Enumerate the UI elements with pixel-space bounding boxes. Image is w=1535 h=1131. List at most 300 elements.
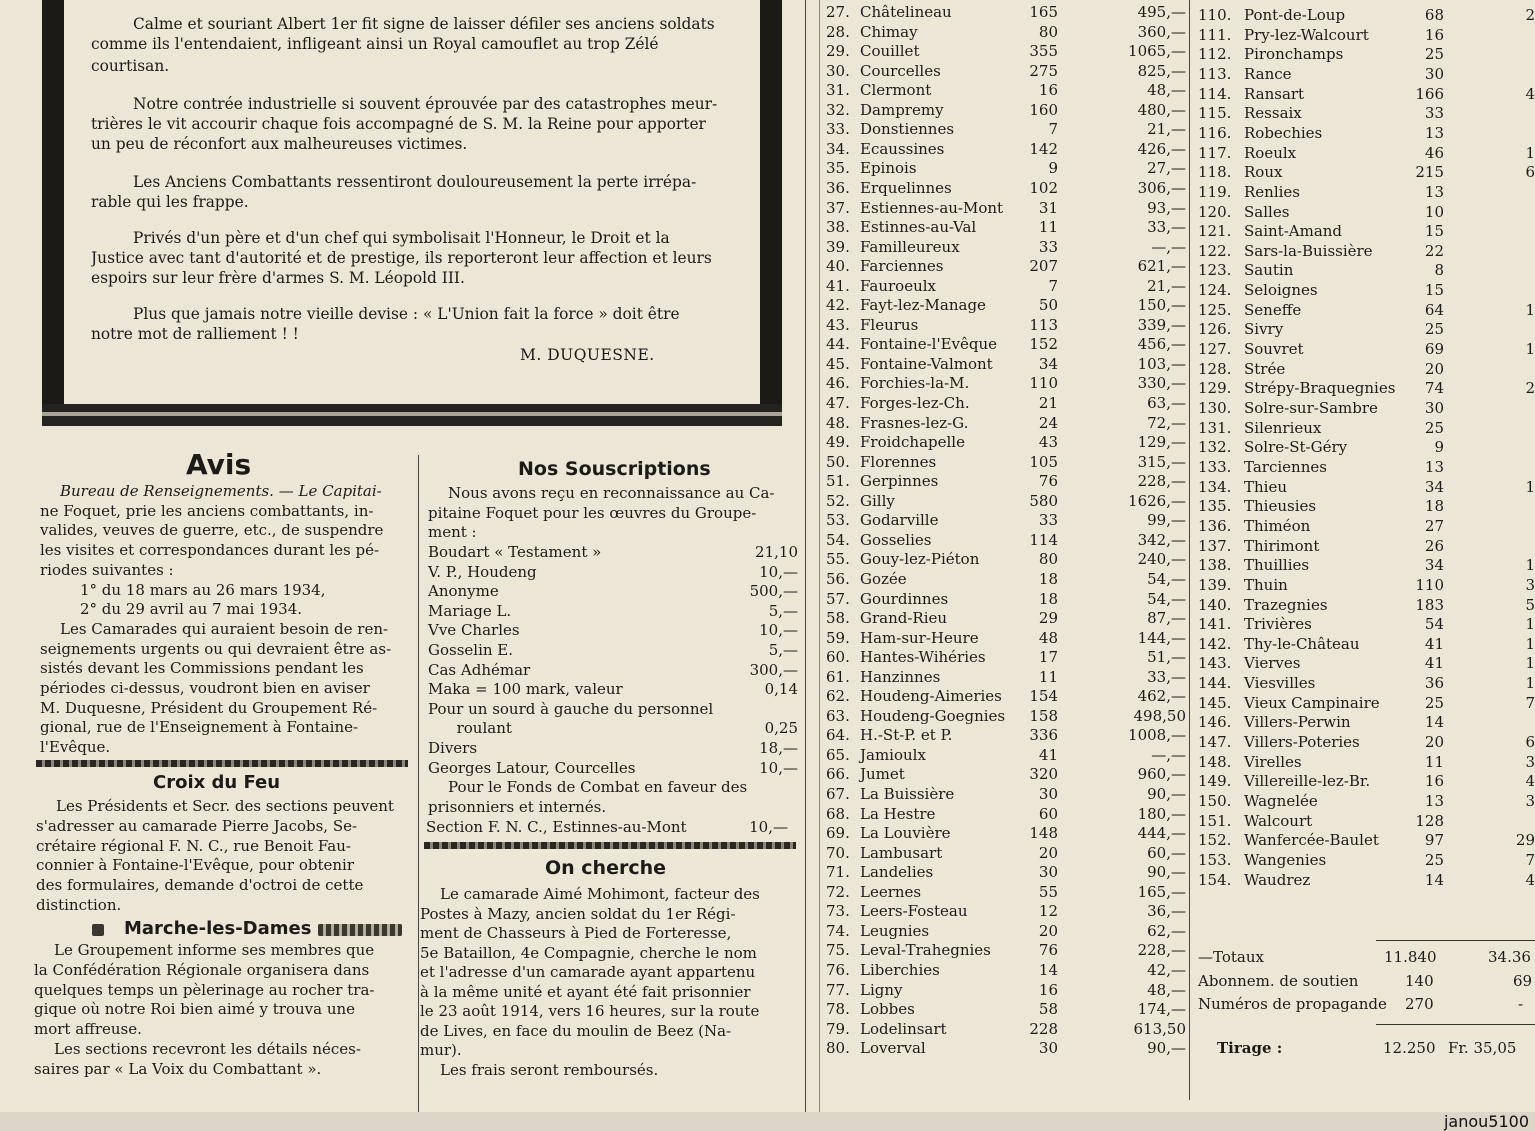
rank: 40. — [826, 257, 850, 276]
subscriber-row — [1198, 242, 1535, 262]
locality: Hanzinnes — [860, 667, 941, 686]
subscriber-row — [826, 922, 1186, 942]
locality: Roux — [1244, 163, 1283, 182]
count: 580 — [1029, 491, 1058, 510]
subscriber-row — [1198, 576, 1535, 596]
rank: 128. — [1198, 359, 1232, 378]
marche-line: saires par « La Voix du Combattant ». — [34, 1059, 322, 1078]
subscriber-row — [826, 961, 1186, 981]
count: 8 — [1434, 261, 1444, 280]
amount: 1065,— — [1128, 42, 1186, 61]
subscriber-row — [1198, 104, 1535, 124]
subscriber-row — [826, 511, 1186, 531]
subscriber-row — [826, 179, 1186, 199]
rank: 38. — [826, 218, 850, 237]
count: 46 — [1424, 143, 1444, 162]
amount: 240,— — [1137, 550, 1186, 569]
souscriptions-fonds-line: prisonniers et internés. — [428, 797, 607, 816]
tirage-rule — [1376, 1024, 1535, 1025]
count: 33 — [1038, 511, 1058, 530]
count: 36 — [1424, 674, 1444, 693]
subscriber-row — [826, 492, 1186, 512]
subscriber-row — [826, 3, 1186, 23]
amount: 62,— — [1147, 921, 1186, 940]
locality: Sivry — [1244, 320, 1284, 339]
amount: 54,— — [1147, 589, 1186, 608]
subscriber-row — [1198, 497, 1535, 517]
amount: 129,— — [1137, 433, 1186, 452]
amount: 1 — [1525, 143, 1535, 162]
count: 113 — [1029, 315, 1058, 334]
count: 152 — [1029, 335, 1058, 354]
locality: Villereille-lez-Br. — [1244, 772, 1371, 791]
croix-line: s'adresser au camarade Pierre Jacobs, Se- — [36, 816, 358, 835]
amount: 33,— — [1147, 667, 1186, 686]
locality: Châtelineau — [860, 3, 952, 21]
subscriber-row — [826, 707, 1186, 727]
amount: 54,— — [1147, 569, 1186, 588]
subscriber-row — [826, 453, 1186, 473]
obituary-frame-shadow — [42, 412, 782, 416]
subscriber-row — [826, 1039, 1186, 1059]
amount: 621,— — [1137, 257, 1186, 276]
subscriber-row — [826, 335, 1186, 355]
rank: 28. — [826, 22, 850, 41]
subscriber-row — [826, 394, 1186, 414]
amount: 42,— — [1147, 960, 1186, 979]
avis-line: les visites et correspondances durant les pé- — [40, 541, 380, 560]
subscriber-row — [826, 81, 1186, 101]
totaux-count: 11.840 — [1384, 948, 1437, 966]
rank: 64. — [826, 726, 850, 745]
subscriber-row — [1198, 537, 1535, 557]
donor-name: Maka = 100 mark, valeur — [428, 680, 623, 699]
amount: 103,— — [1137, 354, 1186, 373]
rank: 143. — [1198, 654, 1232, 673]
count: 142 — [1029, 139, 1058, 158]
separator-1 — [36, 760, 408, 767]
subscriber-row — [826, 844, 1186, 864]
locality: Gosselies — [860, 530, 932, 549]
count: 25 — [1424, 418, 1444, 437]
count: 30 — [1038, 1039, 1058, 1058]
count: 320 — [1029, 765, 1058, 784]
cherche-title: On cherche — [545, 857, 667, 879]
donor-name: Mariage L. — [428, 601, 512, 620]
donor-value: 0,14 — [764, 680, 798, 699]
subscriber-row — [826, 199, 1186, 219]
donation-row — [428, 759, 798, 778]
amount: 480,— — [1137, 100, 1186, 119]
donor-value: 21,10 — [755, 543, 798, 561]
subscriber-row — [1198, 733, 1535, 753]
subscriber-row — [826, 23, 1186, 43]
subscriber-row — [826, 805, 1186, 825]
subscriber-row — [1198, 26, 1535, 46]
count: 18 — [1424, 497, 1444, 516]
propagande-label: Numéros de propagande — [1198, 995, 1387, 1013]
count: 16 — [1038, 980, 1058, 999]
section-fnc-row — [426, 818, 798, 837]
croix-line: connier à Fontaine-l'Evêque, pour obtenir — [36, 856, 355, 875]
rank: 132. — [1198, 438, 1232, 457]
subscriber-row — [1198, 6, 1535, 26]
rank: 153. — [1198, 850, 1232, 869]
abonnements-count: 140 — [1405, 972, 1434, 990]
rank: 139. — [1198, 575, 1232, 594]
croix-line: crétaire régional F. N. C., rue Benoit Fau- — [36, 836, 351, 855]
rank: 124. — [1198, 281, 1232, 300]
amount: 7 — [1525, 850, 1535, 869]
count: 43 — [1038, 433, 1058, 452]
rank: 61. — [826, 667, 850, 686]
obituary-line: Plus que jamais notre vieille devise : « L'Union fait la force » doit être — [133, 305, 680, 323]
rank: 126. — [1198, 320, 1232, 339]
obituary-line: notre mot de ralliement ! ! — [91, 325, 299, 343]
donation-row — [428, 621, 798, 640]
count: 54 — [1424, 615, 1444, 634]
rank: 53. — [826, 511, 850, 530]
amount: 1 — [1525, 615, 1535, 634]
donor-value: 10,— — [759, 562, 798, 581]
count: 11 — [1424, 752, 1444, 771]
marche-line: Les sections recevront les détails néces- — [54, 1040, 361, 1058]
count: 207 — [1029, 257, 1058, 276]
count: 228 — [1029, 1019, 1058, 1038]
cherche-line: Postes à Mazy, ancien soldat du 1er Régi- — [420, 904, 736, 923]
totaux-label: —Totaux — [1198, 948, 1264, 966]
locality: Fontaine-Valmont — [860, 354, 993, 373]
obituary-line: un peu de réconfort aux malheureuses victimes. — [91, 135, 468, 153]
amount: 1 — [1525, 300, 1535, 319]
croix-title: Croix du Feu — [153, 772, 281, 793]
subscriber-row — [826, 883, 1186, 903]
amount: 306,— — [1137, 178, 1186, 197]
subscriber-row — [826, 62, 1186, 82]
amount: 825,— — [1137, 61, 1186, 80]
locality: La Buissière — [860, 785, 955, 803]
abonnements-sum: 69 — [1513, 972, 1533, 990]
subscriber-row — [826, 570, 1186, 590]
tirage-sum: Fr. 35,05 — [1448, 1039, 1517, 1057]
subscriber-row — [826, 785, 1186, 805]
donor-name: V. P., Houdeng — [428, 562, 537, 581]
rank: 130. — [1198, 399, 1232, 417]
rank: 131. — [1198, 418, 1232, 437]
locality: Solre-St-Géry — [1244, 438, 1348, 457]
locality: Sars-la-Buissière — [1244, 241, 1373, 260]
subscriber-row — [826, 609, 1186, 629]
totals-rule — [1376, 940, 1535, 941]
locality: Strée — [1244, 359, 1286, 378]
amount: 165,— — [1137, 882, 1186, 901]
locality: Robechies — [1244, 123, 1323, 142]
rank: 150. — [1198, 792, 1232, 810]
locality: Liberchies — [860, 960, 940, 979]
count: 13 — [1424, 792, 1444, 810]
count: 26 — [1424, 536, 1444, 555]
subscriber-row — [826, 277, 1186, 297]
donor-value: 500,— — [749, 582, 798, 601]
donor-name: Anonyme — [428, 582, 499, 601]
count: 80 — [1038, 550, 1058, 569]
amount: 339,— — [1137, 315, 1186, 334]
cherche-line: à la même unité et ayant été fait prisonnier — [420, 982, 751, 1001]
rank: 54. — [826, 530, 850, 549]
propagande-count: 270 — [1405, 995, 1434, 1013]
locality: Gozée — [860, 569, 907, 588]
subscriber-row — [826, 120, 1186, 140]
rank: 74. — [826, 921, 850, 940]
totaux-sum: 34.36 — [1488, 948, 1531, 966]
obituary-line: Notre contrée industrielle si souvent éprouvée par des catastrophes meur- — [133, 95, 718, 113]
rank: 63. — [826, 706, 850, 725]
subscriber-row — [1198, 320, 1535, 340]
locality: Fauroeulx — [860, 276, 936, 295]
locality: Couillet — [860, 42, 920, 61]
amount: 5 — [1525, 595, 1535, 614]
amount: 90,— — [1147, 1039, 1186, 1058]
amount: 150,— — [1137, 296, 1186, 315]
locality: Fleurus — [860, 315, 919, 334]
subscriber-row — [826, 238, 1186, 258]
locality: Pry-lez-Walcourt — [1244, 25, 1369, 44]
amount: 456,— — [1137, 335, 1186, 354]
subscriber-row — [826, 765, 1186, 785]
rank: 127. — [1198, 340, 1232, 359]
locality: Roeulx — [1244, 143, 1297, 162]
avis-line: ne Foquet, prie les anciens combattants, in- — [40, 501, 374, 520]
amount: 21,— — [1147, 120, 1186, 139]
amount: 33,— — [1147, 218, 1186, 237]
amount: 2 — [1525, 6, 1535, 24]
rank: 137. — [1198, 536, 1232, 555]
locality: Renlies — [1244, 182, 1301, 201]
subscriber-row — [826, 863, 1186, 883]
count: 17 — [1038, 648, 1058, 667]
obituary-line: Les Anciens Combattants ressentiront douloureusement la perte irrépa- — [133, 173, 697, 191]
subscriber-row — [1198, 458, 1535, 478]
locality: Walcourt — [1244, 811, 1313, 830]
locality: Grand-Rieu — [860, 609, 948, 628]
subscriber-row — [1198, 713, 1535, 733]
marche-line: quelques temps un pèlerinage au rocher tra- — [34, 980, 375, 999]
cherche-line: Le camarade Aimé Mohimont, facteur des — [440, 885, 760, 903]
locality: Ham-sur-Heure — [860, 628, 979, 647]
subscriber-row — [826, 159, 1186, 179]
subscriber-row — [826, 941, 1186, 961]
count: 22 — [1424, 241, 1444, 260]
rank: 133. — [1198, 457, 1232, 476]
locality: Hantes-Wihéries — [860, 648, 986, 667]
rank: 34. — [826, 139, 850, 158]
amount: 1 — [1525, 340, 1535, 359]
amount: 93,— — [1147, 198, 1186, 217]
rank: 70. — [826, 843, 850, 862]
tirage-label: Tirage : — [1217, 1039, 1283, 1057]
count: 13 — [1424, 182, 1444, 201]
obituary-line: Privés d'un père et d'un chef qui symbolisait l'Honneur, le Droit et la — [133, 229, 670, 247]
cherche-line: mur). — [420, 1041, 462, 1059]
obituary-line: Calme et souriant Albert 1er fit signe de laisser défiler ses anciens soldats — [133, 15, 715, 33]
count: 20 — [1424, 359, 1444, 378]
souscriptions-intro-line: pitaine Foquet pour les œuvres du Groupe- — [428, 503, 757, 522]
column-rule-3 — [1189, 0, 1190, 1100]
amount: 3 — [1525, 792, 1535, 810]
locality: Viesvilles — [1244, 674, 1316, 693]
count: 34 — [1424, 556, 1444, 575]
donation-row — [428, 641, 798, 660]
subscriber-row — [826, 296, 1186, 316]
locality: Seloignes — [1244, 281, 1318, 300]
donation-row — [428, 739, 798, 758]
rank: 121. — [1198, 222, 1232, 241]
locality: Pironchamps — [1244, 45, 1344, 64]
count: 29 — [1038, 609, 1058, 628]
amount: 29 — [1515, 831, 1535, 850]
locality: Thiméon — [1244, 516, 1311, 535]
count: 58 — [1038, 1000, 1058, 1019]
donor-name: Gosselin E. — [428, 641, 514, 659]
subscriber-row — [826, 472, 1186, 492]
count: 30 — [1424, 399, 1444, 417]
avis-line: 2° du 29 avril au 7 mai 1934. — [80, 600, 303, 619]
amount: 444,— — [1137, 824, 1186, 843]
ornament-left-icon — [92, 924, 104, 936]
rank: 49. — [826, 433, 850, 452]
subscriber-row — [1198, 851, 1535, 871]
rank: 117. — [1198, 143, 1232, 162]
subscriber-row — [1198, 438, 1535, 458]
rank: 120. — [1198, 202, 1232, 221]
count: 97 — [1424, 831, 1444, 850]
locality: Ressaix — [1244, 104, 1302, 123]
rank: 136. — [1198, 516, 1232, 535]
rank: 36. — [826, 178, 850, 197]
obituary-line: rable qui les frappe. — [91, 193, 249, 211]
croix-line: distinction. — [36, 896, 122, 914]
locality: Gourdinnes — [860, 589, 949, 608]
obituary-line: courtisan. — [91, 57, 170, 75]
locality: Wagnelée — [1244, 792, 1318, 810]
locality: Erquelinnes — [860, 178, 952, 197]
locality: Ecaussines — [860, 139, 945, 158]
rank: 147. — [1198, 733, 1232, 752]
locality: Leval-Trahegnies — [860, 941, 991, 960]
amount: 960,— — [1137, 765, 1186, 784]
subscriber-row — [1198, 340, 1535, 360]
rank: 37. — [826, 198, 850, 217]
rank: 140. — [1198, 595, 1232, 614]
locality: H.-St-P. et P. — [860, 726, 953, 745]
locality: Estiennes-au-Mont — [860, 198, 1004, 217]
locality: Lobbes — [860, 1000, 915, 1019]
avis-line: riodes suivantes : — [40, 560, 174, 579]
amount: 495,— — [1137, 3, 1186, 21]
cherche-line: ment de Chasseurs à Pied de Forteresse, — [420, 924, 732, 942]
amount: 613,50 — [1133, 1019, 1186, 1038]
locality: Gilly — [860, 491, 895, 510]
donor-name: Pour un sourd à gauche du personnel — [428, 699, 714, 718]
subscriber-row — [1198, 163, 1535, 183]
count: 74 — [1424, 379, 1444, 398]
count: 34 — [1424, 477, 1444, 496]
count: 41 — [1424, 654, 1444, 673]
locality: Wangenies — [1244, 850, 1327, 869]
subscriber-row — [1198, 694, 1535, 714]
subscriber-row — [826, 648, 1186, 668]
rank: 148. — [1198, 752, 1232, 771]
locality: Villers-Poteries — [1244, 733, 1360, 752]
locality: Forchies-la-M. — [860, 374, 970, 393]
amount: 1626,— — [1128, 491, 1186, 510]
count: 13 — [1424, 123, 1444, 142]
subscriber-row — [1198, 831, 1535, 851]
locality: Sautin — [1244, 261, 1294, 280]
subscriber-row — [826, 981, 1186, 1001]
subscriber-row — [1198, 596, 1535, 616]
marche-line: mort affreuse. — [34, 1020, 142, 1039]
subscriber-row — [1198, 654, 1535, 674]
subscriber-row — [826, 257, 1186, 277]
count: 15 — [1424, 222, 1444, 241]
count: 27 — [1424, 516, 1444, 535]
locality: Frasnes-lez-G. — [860, 413, 969, 432]
amount: —,— — [1151, 745, 1186, 764]
rank: 114. — [1198, 84, 1232, 103]
avis-line: valides, veuves de guerre, etc., de suspendre — [40, 521, 384, 540]
donation-row — [428, 563, 798, 582]
rank: 32. — [826, 100, 850, 119]
amount: 36,— — [1147, 902, 1186, 921]
count: 55 — [1038, 882, 1058, 901]
count: 160 — [1029, 100, 1058, 119]
obituary-line: comme ils l'entendaient, infligeant ainsi un Royal camouflet au trop Zélé — [91, 35, 659, 53]
amount: 174,— — [1137, 1000, 1186, 1019]
count: 105 — [1029, 452, 1058, 471]
locality: Epinois — [860, 159, 917, 178]
locality: Leugnies — [860, 921, 930, 940]
rank: 43. — [826, 315, 850, 334]
rank: 115. — [1198, 104, 1232, 123]
avis-line: Les Camarades qui auraient besoin de ren- — [60, 619, 389, 638]
locality: Lambusart — [860, 843, 943, 862]
locality: Salles — [1244, 202, 1290, 221]
count: 14 — [1424, 870, 1444, 889]
donor-name: Divers — [428, 739, 478, 757]
locality: Wanfercée-Baulet — [1244, 831, 1379, 850]
donor-value: 5,— — [768, 641, 798, 659]
count: 154 — [1029, 687, 1058, 706]
amount: 1 — [1525, 556, 1535, 575]
subscriber-row — [1198, 399, 1535, 419]
amount: 342,— — [1137, 530, 1186, 549]
count: 275 — [1029, 61, 1058, 80]
rank: 62. — [826, 687, 850, 706]
amount: 3 — [1525, 575, 1535, 594]
locality: Loverval — [860, 1039, 926, 1058]
donor-value: 300,— — [749, 660, 798, 679]
locality: Thieusies — [1244, 497, 1317, 516]
subscriber-row — [1198, 517, 1535, 537]
rank: 73. — [826, 902, 850, 921]
subscriber-row — [826, 140, 1186, 160]
amount: 4 — [1525, 84, 1535, 103]
amount: 90,— — [1147, 785, 1186, 803]
count: 25 — [1424, 850, 1444, 869]
count: 34 — [1038, 354, 1058, 373]
rank: 145. — [1198, 693, 1232, 712]
